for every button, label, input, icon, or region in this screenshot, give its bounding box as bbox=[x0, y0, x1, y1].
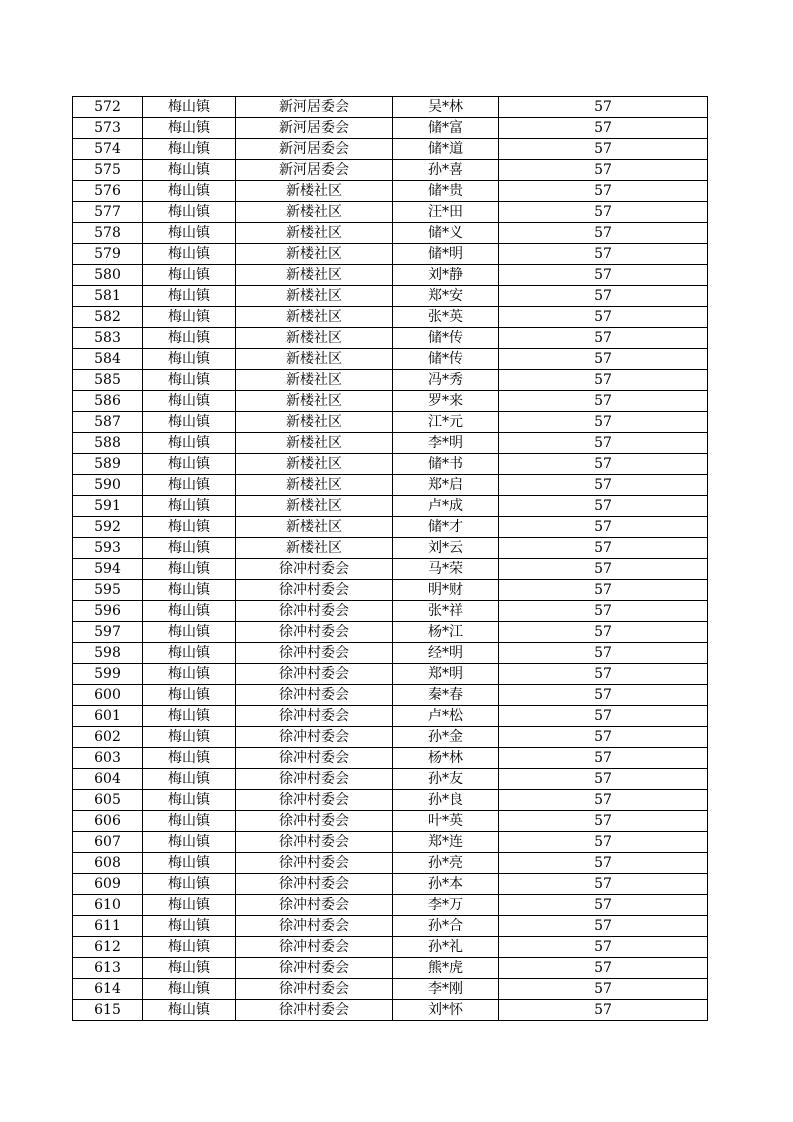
row-number-cell: 577 bbox=[73, 202, 143, 223]
amount-cell: 57 bbox=[499, 223, 708, 244]
name-cell: 储*贵 bbox=[393, 181, 499, 202]
table-row bbox=[73, 622, 708, 643]
community-cell: 新楼社区 bbox=[236, 244, 393, 265]
name-cell: 孙*友 bbox=[393, 769, 499, 790]
town-cell: 梅山镇 bbox=[143, 391, 236, 412]
town-cell: 梅山镇 bbox=[143, 685, 236, 706]
community-cell: 新河居委会 bbox=[236, 97, 393, 118]
row-number-cell: 573 bbox=[73, 118, 143, 139]
table-body bbox=[73, 97, 708, 1021]
name-cell: 卢*成 bbox=[393, 496, 499, 517]
name-cell: 储*才 bbox=[393, 517, 499, 538]
table-row bbox=[73, 202, 708, 223]
amount-cell: 57 bbox=[499, 1000, 708, 1021]
amount-cell: 57 bbox=[499, 769, 708, 790]
name-cell: 卢*松 bbox=[393, 706, 499, 727]
row-number-cell: 610 bbox=[73, 895, 143, 916]
table-row bbox=[73, 412, 708, 433]
row-number-cell: 600 bbox=[73, 685, 143, 706]
table-row bbox=[73, 433, 708, 454]
table-row bbox=[73, 664, 708, 685]
table-row bbox=[73, 937, 708, 958]
town-cell: 梅山镇 bbox=[143, 202, 236, 223]
row-number-cell: 605 bbox=[73, 790, 143, 811]
amount-cell: 57 bbox=[499, 559, 708, 580]
row-number-cell: 602 bbox=[73, 727, 143, 748]
row-number-cell: 615 bbox=[73, 1000, 143, 1021]
table-row bbox=[73, 391, 708, 412]
table-row bbox=[73, 958, 708, 979]
name-cell: 杨*江 bbox=[393, 622, 499, 643]
community-cell: 新楼社区 bbox=[236, 538, 393, 559]
community-cell: 徐冲村委会 bbox=[236, 979, 393, 1000]
row-number-cell: 607 bbox=[73, 832, 143, 853]
table-row bbox=[73, 496, 708, 517]
name-cell: 李*刚 bbox=[393, 979, 499, 1000]
row-number-cell: 603 bbox=[73, 748, 143, 769]
town-cell: 梅山镇 bbox=[143, 433, 236, 454]
row-number-cell: 604 bbox=[73, 769, 143, 790]
amount-cell: 57 bbox=[499, 811, 708, 832]
name-cell: 汪*田 bbox=[393, 202, 499, 223]
row-number-cell: 606 bbox=[73, 811, 143, 832]
row-number-cell: 593 bbox=[73, 538, 143, 559]
name-cell: 刘*怀 bbox=[393, 1000, 499, 1021]
amount-cell: 57 bbox=[499, 895, 708, 916]
name-cell: 马*荣 bbox=[393, 559, 499, 580]
town-cell: 梅山镇 bbox=[143, 958, 236, 979]
amount-cell: 57 bbox=[499, 664, 708, 685]
town-cell: 梅山镇 bbox=[143, 874, 236, 895]
town-cell: 梅山镇 bbox=[143, 181, 236, 202]
name-cell: 经*明 bbox=[393, 643, 499, 664]
community-cell: 新楼社区 bbox=[236, 517, 393, 538]
town-cell: 梅山镇 bbox=[143, 622, 236, 643]
name-cell: 江*元 bbox=[393, 412, 499, 433]
amount-cell: 57 bbox=[499, 580, 708, 601]
table-row bbox=[73, 727, 708, 748]
community-cell: 徐冲村委会 bbox=[236, 601, 393, 622]
table-row bbox=[73, 538, 708, 559]
table-row bbox=[73, 853, 708, 874]
name-cell: 叶*英 bbox=[393, 811, 499, 832]
community-cell: 徐冲村委会 bbox=[236, 685, 393, 706]
community-cell: 徐冲村委会 bbox=[236, 790, 393, 811]
town-cell: 梅山镇 bbox=[143, 811, 236, 832]
community-cell: 新楼社区 bbox=[236, 202, 393, 223]
amount-cell: 57 bbox=[499, 748, 708, 769]
community-cell: 新楼社区 bbox=[236, 391, 393, 412]
amount-cell: 57 bbox=[499, 916, 708, 937]
row-number-cell: 613 bbox=[73, 958, 143, 979]
name-cell: 储*道 bbox=[393, 139, 499, 160]
amount-cell: 57 bbox=[499, 727, 708, 748]
amount-cell: 57 bbox=[499, 958, 708, 979]
amount-cell: 57 bbox=[499, 790, 708, 811]
amount-cell: 57 bbox=[499, 979, 708, 1000]
community-cell: 新楼社区 bbox=[236, 328, 393, 349]
row-number-cell: 586 bbox=[73, 391, 143, 412]
amount-cell: 57 bbox=[499, 496, 708, 517]
community-cell: 徐冲村委会 bbox=[236, 874, 393, 895]
row-number-cell: 592 bbox=[73, 517, 143, 538]
community-cell: 徐冲村委会 bbox=[236, 937, 393, 958]
name-cell: 储*富 bbox=[393, 118, 499, 139]
community-cell: 新楼社区 bbox=[236, 433, 393, 454]
town-cell: 梅山镇 bbox=[143, 118, 236, 139]
town-cell: 梅山镇 bbox=[143, 748, 236, 769]
amount-cell: 57 bbox=[499, 601, 708, 622]
table-row bbox=[73, 601, 708, 622]
community-cell: 徐冲村委会 bbox=[236, 580, 393, 601]
table-row bbox=[73, 307, 708, 328]
table-row bbox=[73, 286, 708, 307]
community-cell: 徐冲村委会 bbox=[236, 958, 393, 979]
town-cell: 梅山镇 bbox=[143, 1000, 236, 1021]
name-cell: 储*传 bbox=[393, 328, 499, 349]
town-cell: 梅山镇 bbox=[143, 937, 236, 958]
name-cell: 郑*连 bbox=[393, 832, 499, 853]
name-cell: 储*明 bbox=[393, 244, 499, 265]
table-row bbox=[73, 349, 708, 370]
amount-cell: 57 bbox=[499, 874, 708, 895]
town-cell: 梅山镇 bbox=[143, 349, 236, 370]
town-cell: 梅山镇 bbox=[143, 307, 236, 328]
table-row bbox=[73, 118, 708, 139]
table-row bbox=[73, 328, 708, 349]
row-number-cell: 596 bbox=[73, 601, 143, 622]
table-row bbox=[73, 643, 708, 664]
row-number-cell: 574 bbox=[73, 139, 143, 160]
name-cell: 李*明 bbox=[393, 433, 499, 454]
town-cell: 梅山镇 bbox=[143, 496, 236, 517]
row-number-cell: 608 bbox=[73, 853, 143, 874]
town-cell: 梅山镇 bbox=[143, 223, 236, 244]
town-cell: 梅山镇 bbox=[143, 916, 236, 937]
amount-cell: 57 bbox=[499, 286, 708, 307]
amount-cell: 57 bbox=[499, 475, 708, 496]
town-cell: 梅山镇 bbox=[143, 265, 236, 286]
community-cell: 新楼社区 bbox=[236, 181, 393, 202]
table-row bbox=[73, 475, 708, 496]
amount-cell: 57 bbox=[499, 97, 708, 118]
row-number-cell: 572 bbox=[73, 97, 143, 118]
row-number-cell: 581 bbox=[73, 286, 143, 307]
name-cell: 储*义 bbox=[393, 223, 499, 244]
amount-cell: 57 bbox=[499, 349, 708, 370]
community-cell: 徐冲村委会 bbox=[236, 622, 393, 643]
table-row bbox=[73, 181, 708, 202]
amount-cell: 57 bbox=[499, 118, 708, 139]
table-row bbox=[73, 139, 708, 160]
amount-cell: 57 bbox=[499, 685, 708, 706]
table-row bbox=[73, 685, 708, 706]
community-cell: 新楼社区 bbox=[236, 349, 393, 370]
table-row bbox=[73, 559, 708, 580]
community-cell: 新河居委会 bbox=[236, 118, 393, 139]
table-row bbox=[73, 223, 708, 244]
town-cell: 梅山镇 bbox=[143, 580, 236, 601]
row-number-cell: 578 bbox=[73, 223, 143, 244]
row-number-cell: 585 bbox=[73, 370, 143, 391]
amount-cell: 57 bbox=[499, 328, 708, 349]
name-cell: 冯*秀 bbox=[393, 370, 499, 391]
row-number-cell: 576 bbox=[73, 181, 143, 202]
name-cell: 郑*安 bbox=[393, 286, 499, 307]
amount-cell: 57 bbox=[499, 706, 708, 727]
community-cell: 徐冲村委会 bbox=[236, 916, 393, 937]
data-table bbox=[72, 96, 708, 1021]
town-cell: 梅山镇 bbox=[143, 727, 236, 748]
row-number-cell: 601 bbox=[73, 706, 143, 727]
row-number-cell: 597 bbox=[73, 622, 143, 643]
amount-cell: 57 bbox=[499, 853, 708, 874]
table-row bbox=[73, 748, 708, 769]
table-row bbox=[73, 790, 708, 811]
name-cell: 熊*虎 bbox=[393, 958, 499, 979]
amount-cell: 57 bbox=[499, 370, 708, 391]
row-number-cell: 611 bbox=[73, 916, 143, 937]
row-number-cell: 591 bbox=[73, 496, 143, 517]
row-number-cell: 614 bbox=[73, 979, 143, 1000]
row-number-cell: 575 bbox=[73, 160, 143, 181]
town-cell: 梅山镇 bbox=[143, 160, 236, 181]
town-cell: 梅山镇 bbox=[143, 328, 236, 349]
amount-cell: 57 bbox=[499, 454, 708, 475]
community-cell: 徐冲村委会 bbox=[236, 664, 393, 685]
name-cell: 郑*明 bbox=[393, 664, 499, 685]
community-cell: 新河居委会 bbox=[236, 160, 393, 181]
town-cell: 梅山镇 bbox=[143, 979, 236, 1000]
row-number-cell: 595 bbox=[73, 580, 143, 601]
community-cell: 徐冲村委会 bbox=[236, 1000, 393, 1021]
name-cell: 秦*春 bbox=[393, 685, 499, 706]
community-cell: 徐冲村委会 bbox=[236, 559, 393, 580]
town-cell: 梅山镇 bbox=[143, 475, 236, 496]
community-cell: 新楼社区 bbox=[236, 475, 393, 496]
row-number-cell: 583 bbox=[73, 328, 143, 349]
community-cell: 徐冲村委会 bbox=[236, 727, 393, 748]
town-cell: 梅山镇 bbox=[143, 412, 236, 433]
table-row bbox=[73, 874, 708, 895]
name-cell: 储*传 bbox=[393, 349, 499, 370]
amount-cell: 57 bbox=[499, 538, 708, 559]
table-row bbox=[73, 832, 708, 853]
name-cell: 吴*林 bbox=[393, 97, 499, 118]
town-cell: 梅山镇 bbox=[143, 769, 236, 790]
community-cell: 新楼社区 bbox=[236, 286, 393, 307]
table-row bbox=[73, 265, 708, 286]
row-number-cell: 582 bbox=[73, 307, 143, 328]
amount-cell: 57 bbox=[499, 412, 708, 433]
community-cell: 徐冲村委会 bbox=[236, 895, 393, 916]
town-cell: 梅山镇 bbox=[143, 895, 236, 916]
table-row bbox=[73, 916, 708, 937]
town-cell: 梅山镇 bbox=[143, 832, 236, 853]
name-cell: 孙*亮 bbox=[393, 853, 499, 874]
name-cell: 罗*来 bbox=[393, 391, 499, 412]
row-number-cell: 590 bbox=[73, 475, 143, 496]
amount-cell: 57 bbox=[499, 139, 708, 160]
table-row bbox=[73, 370, 708, 391]
town-cell: 梅山镇 bbox=[143, 643, 236, 664]
amount-cell: 57 bbox=[499, 202, 708, 223]
table-row bbox=[73, 1000, 708, 1021]
row-number-cell: 584 bbox=[73, 349, 143, 370]
row-number-cell: 594 bbox=[73, 559, 143, 580]
community-cell: 新楼社区 bbox=[236, 370, 393, 391]
community-cell: 新楼社区 bbox=[236, 496, 393, 517]
community-cell: 徐冲村委会 bbox=[236, 811, 393, 832]
name-cell: 杨*林 bbox=[393, 748, 499, 769]
community-cell: 徐冲村委会 bbox=[236, 643, 393, 664]
amount-cell: 57 bbox=[499, 832, 708, 853]
community-cell: 新楼社区 bbox=[236, 223, 393, 244]
table-row bbox=[73, 811, 708, 832]
community-cell: 新楼社区 bbox=[236, 307, 393, 328]
town-cell: 梅山镇 bbox=[143, 97, 236, 118]
community-cell: 新河居委会 bbox=[236, 139, 393, 160]
town-cell: 梅山镇 bbox=[143, 454, 236, 475]
row-number-cell: 612 bbox=[73, 937, 143, 958]
table-row bbox=[73, 454, 708, 475]
name-cell: 储*书 bbox=[393, 454, 499, 475]
community-cell: 徐冲村委会 bbox=[236, 748, 393, 769]
name-cell: 孙*本 bbox=[393, 874, 499, 895]
name-cell: 刘*静 bbox=[393, 265, 499, 286]
amount-cell: 57 bbox=[499, 643, 708, 664]
row-number-cell: 598 bbox=[73, 643, 143, 664]
amount-cell: 57 bbox=[499, 622, 708, 643]
community-cell: 徐冲村委会 bbox=[236, 769, 393, 790]
table-row bbox=[73, 244, 708, 265]
name-cell: 孙*金 bbox=[393, 727, 499, 748]
name-cell: 刘*云 bbox=[393, 538, 499, 559]
amount-cell: 57 bbox=[499, 433, 708, 454]
table-row bbox=[73, 706, 708, 727]
row-number-cell: 599 bbox=[73, 664, 143, 685]
name-cell: 明*财 bbox=[393, 580, 499, 601]
name-cell: 张*英 bbox=[393, 307, 499, 328]
community-cell: 新楼社区 bbox=[236, 412, 393, 433]
amount-cell: 57 bbox=[499, 244, 708, 265]
amount-cell: 57 bbox=[499, 160, 708, 181]
community-cell: 新楼社区 bbox=[236, 265, 393, 286]
name-cell: 孙*合 bbox=[393, 916, 499, 937]
row-number-cell: 579 bbox=[73, 244, 143, 265]
name-cell: 李*万 bbox=[393, 895, 499, 916]
town-cell: 梅山镇 bbox=[143, 559, 236, 580]
table-row bbox=[73, 895, 708, 916]
amount-cell: 57 bbox=[499, 517, 708, 538]
town-cell: 梅山镇 bbox=[143, 664, 236, 685]
community-cell: 新楼社区 bbox=[236, 454, 393, 475]
table-row bbox=[73, 160, 708, 181]
amount-cell: 57 bbox=[499, 307, 708, 328]
town-cell: 梅山镇 bbox=[143, 790, 236, 811]
table-row bbox=[73, 517, 708, 538]
amount-cell: 57 bbox=[499, 937, 708, 958]
row-number-cell: 580 bbox=[73, 265, 143, 286]
table-row bbox=[73, 580, 708, 601]
community-cell: 徐冲村委会 bbox=[236, 706, 393, 727]
name-cell: 孙*喜 bbox=[393, 160, 499, 181]
amount-cell: 57 bbox=[499, 391, 708, 412]
amount-cell: 57 bbox=[499, 265, 708, 286]
name-cell: 孙*礼 bbox=[393, 937, 499, 958]
town-cell: 梅山镇 bbox=[143, 244, 236, 265]
town-cell: 梅山镇 bbox=[143, 853, 236, 874]
town-cell: 梅山镇 bbox=[143, 601, 236, 622]
row-number-cell: 588 bbox=[73, 433, 143, 454]
amount-cell: 57 bbox=[499, 181, 708, 202]
name-cell: 孙*良 bbox=[393, 790, 499, 811]
town-cell: 梅山镇 bbox=[143, 286, 236, 307]
row-number-cell: 587 bbox=[73, 412, 143, 433]
town-cell: 梅山镇 bbox=[143, 139, 236, 160]
town-cell: 梅山镇 bbox=[143, 538, 236, 559]
table-row bbox=[73, 979, 708, 1000]
row-number-cell: 609 bbox=[73, 874, 143, 895]
table-row bbox=[73, 97, 708, 118]
row-number-cell: 589 bbox=[73, 454, 143, 475]
name-cell: 郑*启 bbox=[393, 475, 499, 496]
town-cell: 梅山镇 bbox=[143, 517, 236, 538]
community-cell: 徐冲村委会 bbox=[236, 832, 393, 853]
town-cell: 梅山镇 bbox=[143, 370, 236, 391]
table-row bbox=[73, 769, 708, 790]
name-cell: 张*祥 bbox=[393, 601, 499, 622]
community-cell: 徐冲村委会 bbox=[236, 853, 393, 874]
town-cell: 梅山镇 bbox=[143, 706, 236, 727]
